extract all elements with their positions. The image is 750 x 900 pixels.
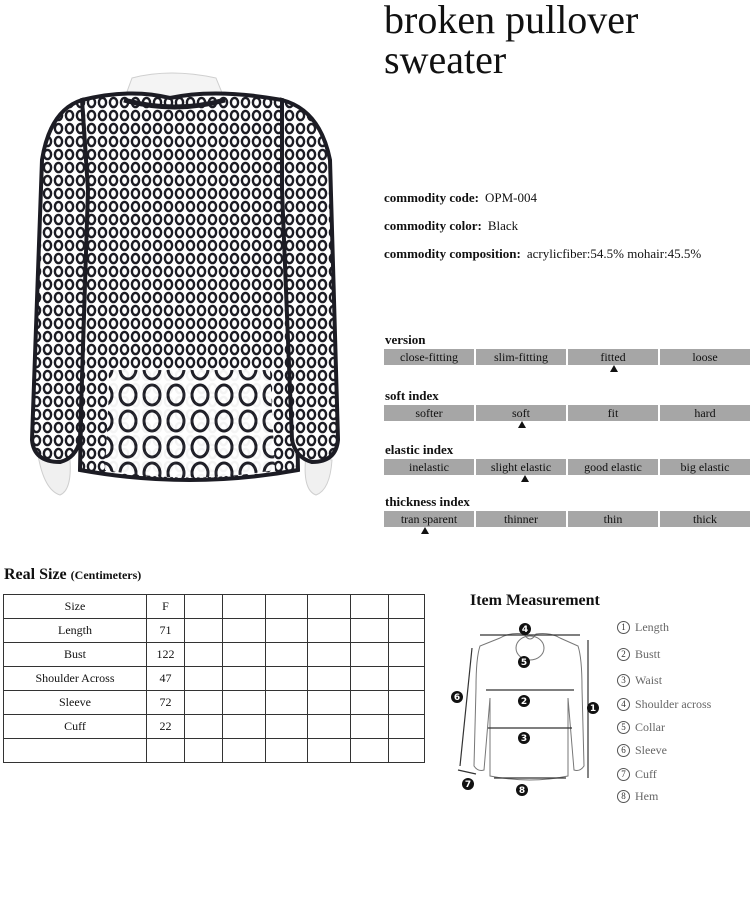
- version-index-title: version: [385, 332, 426, 347]
- size-cell: [147, 739, 185, 763]
- spec-value: acrylicfiber:54.5% mohair:45.5%: [526, 246, 702, 261]
- legend-number: 8: [617, 790, 630, 803]
- selected-marker-icon: [521, 475, 529, 482]
- legend-bust: [617, 647, 660, 662]
- legend-label: Length: [635, 620, 669, 634]
- size-cell: 71: [147, 619, 185, 643]
- legend-number: 5: [617, 721, 630, 734]
- selected-marker-icon: [421, 527, 429, 534]
- scale-option: inelastic: [384, 459, 474, 475]
- table-row: [4, 715, 425, 739]
- table-row: [4, 595, 425, 619]
- elastic-index-title: elastic index: [385, 442, 454, 457]
- selected-marker-icon: [518, 421, 526, 428]
- spec-label: commodity composition:: [384, 246, 521, 261]
- table-row: [4, 619, 425, 643]
- svg-text:8: 8: [518, 786, 526, 796]
- selected-marker-icon: [610, 365, 618, 372]
- scale-option: thinner: [476, 511, 566, 527]
- elastic-index-scale: [384, 459, 750, 475]
- legend-label: Cuff: [635, 767, 657, 781]
- size-cell: 22: [147, 715, 185, 739]
- real-size-title: Real Size: [4, 566, 67, 583]
- scale-option: big elastic: [660, 459, 750, 475]
- legend-number: 6: [617, 744, 630, 757]
- svg-text:1: 1: [589, 704, 597, 714]
- scale-option: fit: [568, 405, 658, 421]
- scale-option: fitted: [568, 349, 658, 365]
- size-cell: [4, 739, 147, 763]
- soft-index-scale: [384, 405, 750, 421]
- scale-option: slim-fitting: [476, 349, 566, 365]
- size-cell: Length: [4, 619, 147, 643]
- thickness-index-title: thickness index: [385, 494, 470, 509]
- thickness-index-scale: [384, 511, 750, 527]
- size-cell: Size: [4, 595, 147, 619]
- legend-sleeve: [617, 743, 667, 758]
- svg-text:6: 6: [453, 693, 461, 703]
- measurement-diagram: [450, 618, 610, 798]
- size-cell: Bust: [4, 643, 147, 667]
- table-row: [4, 691, 425, 715]
- spec-value: OPM-004: [484, 190, 537, 205]
- legend-label: Shoulder across: [635, 697, 712, 711]
- table-row: [4, 643, 425, 667]
- scale-option: slight elastic: [476, 459, 566, 475]
- legend-number: 4: [617, 698, 630, 711]
- svg-text:5: 5: [520, 658, 528, 668]
- scale-option: close-fitting: [384, 349, 474, 365]
- real-size-unit: (Centimeters): [70, 568, 142, 582]
- scale-option: softer: [384, 405, 474, 421]
- svg-text:7: 7: [464, 780, 472, 790]
- legend-length: [617, 620, 669, 635]
- table-row: [4, 667, 425, 691]
- size-cell: Shoulder Across: [4, 667, 147, 691]
- real-size-heading: [4, 566, 141, 584]
- svg-text:2: 2: [520, 697, 528, 707]
- legend-label: Sleeve: [635, 743, 667, 757]
- legend-hem: [617, 789, 658, 804]
- product-photo: [20, 70, 360, 500]
- item-measurement-heading: Item Measurement: [470, 592, 600, 609]
- size-cell: Cuff: [4, 715, 147, 739]
- legend-label: Waist: [635, 673, 663, 687]
- table-row: [4, 739, 425, 763]
- scale-option: good elastic: [568, 459, 658, 475]
- spec-value: Black: [487, 218, 519, 233]
- spec-label: commodity color:: [384, 218, 482, 233]
- product-title: broken pullover sweater: [384, 0, 639, 82]
- size-cell: Sleeve: [4, 691, 147, 715]
- legend-collar: [617, 720, 665, 735]
- scale-option: thick: [660, 511, 750, 527]
- scale-option: hard: [660, 405, 750, 421]
- scale-option: tran sparent: [384, 511, 474, 527]
- legend-number: 3: [617, 674, 630, 687]
- legend-number: 2: [617, 648, 630, 661]
- legend-shoulder-across: [617, 697, 711, 712]
- svg-text:3: 3: [520, 734, 528, 744]
- spec-commodity-code: [384, 190, 537, 206]
- legend-label: Collar: [635, 720, 665, 734]
- version-index-scale: [384, 349, 750, 365]
- soft-index-title: soft index: [385, 388, 439, 403]
- scale-option: loose: [660, 349, 750, 365]
- svg-text:4: 4: [521, 625, 529, 635]
- legend-cuff: [617, 767, 657, 782]
- size-cell: F: [147, 595, 185, 619]
- size-cell: 47: [147, 667, 185, 691]
- legend-number: 7: [617, 768, 630, 781]
- scale-option: soft: [476, 405, 566, 421]
- scale-option: thin: [568, 511, 658, 527]
- spec-commodity-composition: [384, 246, 701, 262]
- legend-waist: [617, 673, 662, 688]
- size-cell: 122: [147, 643, 185, 667]
- legend-number: 1: [617, 621, 630, 634]
- size-table: [3, 594, 425, 763]
- spec-commodity-color: [384, 218, 518, 234]
- legend-label: Bustt: [635, 647, 661, 661]
- size-cell: 72: [147, 691, 185, 715]
- legend-label: Hem: [635, 789, 659, 803]
- spec-label: commodity code:: [384, 190, 479, 205]
